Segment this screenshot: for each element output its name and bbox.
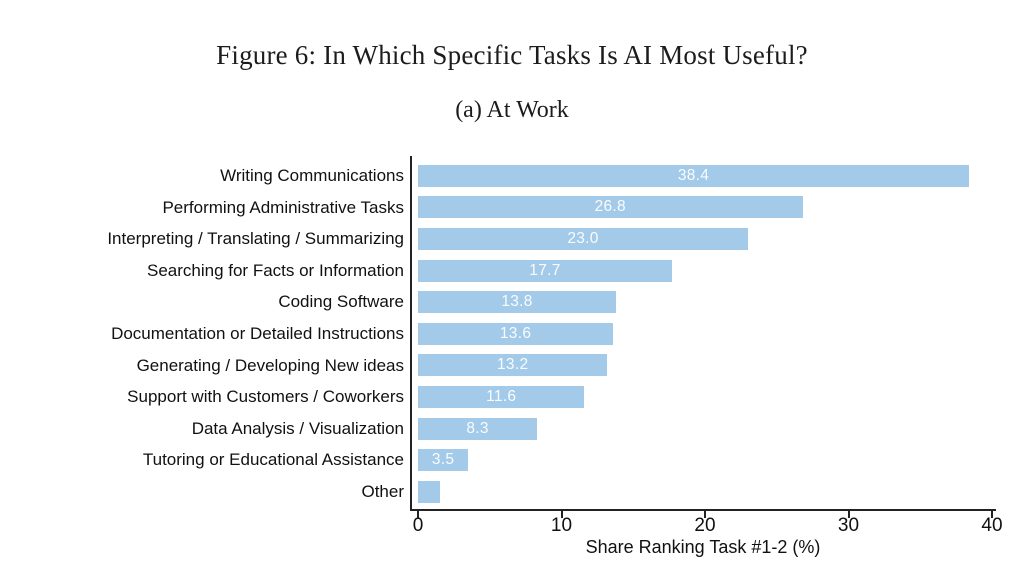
bar-value-label: 13.6 [499, 324, 532, 342]
bar-track [410, 476, 1010, 508]
chart-row [0, 192, 1024, 224]
bar-track [410, 318, 1010, 350]
figure-title: Figure 6: In Which Specific Tasks Is AI Most Useful? [216, 40, 808, 70]
bar-chart [0, 160, 1024, 508]
chart-row [0, 286, 1024, 318]
bar-value-label: 26.8 [594, 198, 626, 216]
bar [418, 165, 969, 187]
bar [418, 228, 748, 250]
bar-track [410, 192, 1010, 224]
x-tick-label: 20 [694, 515, 716, 536]
chart-row [0, 476, 1024, 508]
category-label: Generating / Developing New ideas [136, 355, 404, 375]
chart-row [0, 444, 1024, 476]
category-label: Searching for Facts or Information [146, 260, 404, 280]
chart-row [0, 350, 1024, 382]
bar-track [410, 160, 1010, 192]
bar-track [410, 255, 1010, 287]
bar-track [410, 413, 1010, 445]
category-label: Other [361, 481, 404, 501]
category-label: Performing Administrative Tasks [162, 197, 404, 217]
bar-track [410, 286, 1010, 318]
bar-track [410, 350, 1010, 382]
category-label: Writing Communications [220, 166, 404, 185]
chart-row [0, 381, 1024, 413]
category-label: Interpreting / Translating / Summarizing [107, 229, 404, 249]
chart-row [0, 318, 1024, 350]
chart-row [0, 255, 1024, 287]
bar-value-label: 38.4 [677, 166, 710, 184]
category-label: Data Analysis / Visualization [191, 418, 404, 438]
bar [418, 323, 613, 345]
category-label: Coding Software [278, 292, 404, 312]
category-label: Documentation or Detailed Instructions [111, 323, 404, 343]
bar-track [410, 223, 1010, 255]
bar-value-label: 23.0 [567, 229, 599, 247]
figure-subtitle: (a) At Work [455, 97, 569, 123]
chart-row [0, 160, 1024, 192]
bar [418, 418, 537, 440]
category-label: Support with Customers / Coworkers [127, 387, 404, 407]
bar-value-label: 13.2 [497, 356, 529, 374]
chart-row [0, 223, 1024, 255]
bar-value-label: 3.5 [431, 451, 455, 469]
x-tick-label: 0 [412, 515, 424, 536]
x-tick-label: 30 [837, 515, 860, 536]
bar-value-label: 11.6 [486, 387, 517, 405]
bar-value-label: 13.8 [501, 293, 533, 311]
x-tick-label: 10 [550, 515, 573, 536]
chart-row [0, 413, 1024, 445]
bar-value-label: 8.3 [466, 419, 489, 437]
bar [418, 481, 440, 503]
x-axis-title: Share Ranking Task #1-2 (%) [585, 537, 821, 557]
bar [418, 260, 672, 282]
bar [418, 291, 616, 313]
x-tick-label: 40 [981, 515, 1003, 536]
bar [418, 449, 468, 471]
bar-track [410, 444, 1010, 476]
bar-value-label: 17.7 [529, 261, 561, 279]
bar [418, 196, 803, 218]
bar-track [410, 381, 1010, 413]
y-axis-line [410, 156, 412, 510]
bar [418, 354, 607, 376]
category-label: Tutoring or Educational Assistance [142, 450, 404, 470]
x-axis-line [410, 509, 996, 511]
bar [418, 386, 584, 408]
